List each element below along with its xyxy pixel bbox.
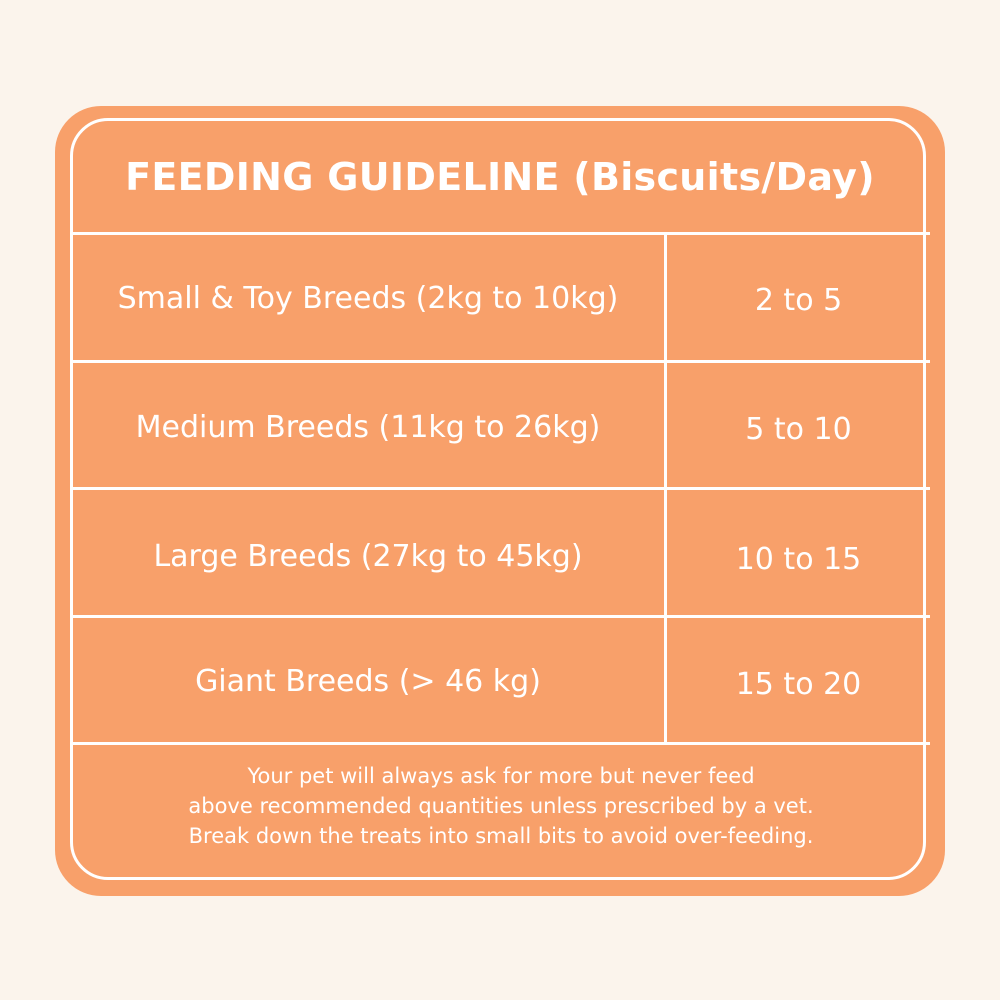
breed-cell-giant: Giant Breeds (> 46 kg) — [195, 663, 541, 699]
feeding-note — [72, 746, 930, 866]
breed-cell-small-toy: Small & Toy Breeds (2kg to 10kg) — [117, 280, 619, 316]
biscuits-cell-giant: 15 to 20 — [735, 666, 862, 702]
note-line: Break down the treats into small bits to avoid over-feeding. — [188, 824, 814, 848]
biscuits-cell-small-toy: 2 to 5 — [754, 282, 843, 318]
breed-cell-medium: Medium Breeds (11kg to 26kg) — [135, 409, 601, 445]
page-title: FEEDING GUIDELINE (Biscuits/Day) — [125, 154, 875, 199]
breed-cell-large: Large Breeds (27kg to 45kg) — [153, 538, 583, 574]
biscuits-cell-medium: 5 to 10 — [745, 411, 852, 447]
note-line: Your pet will always ask for more but never feed — [247, 764, 755, 788]
biscuits-cell-large: 10 to 15 — [735, 541, 862, 577]
note-line: above recommended quantities unless prescribed by a vet. — [188, 794, 814, 818]
